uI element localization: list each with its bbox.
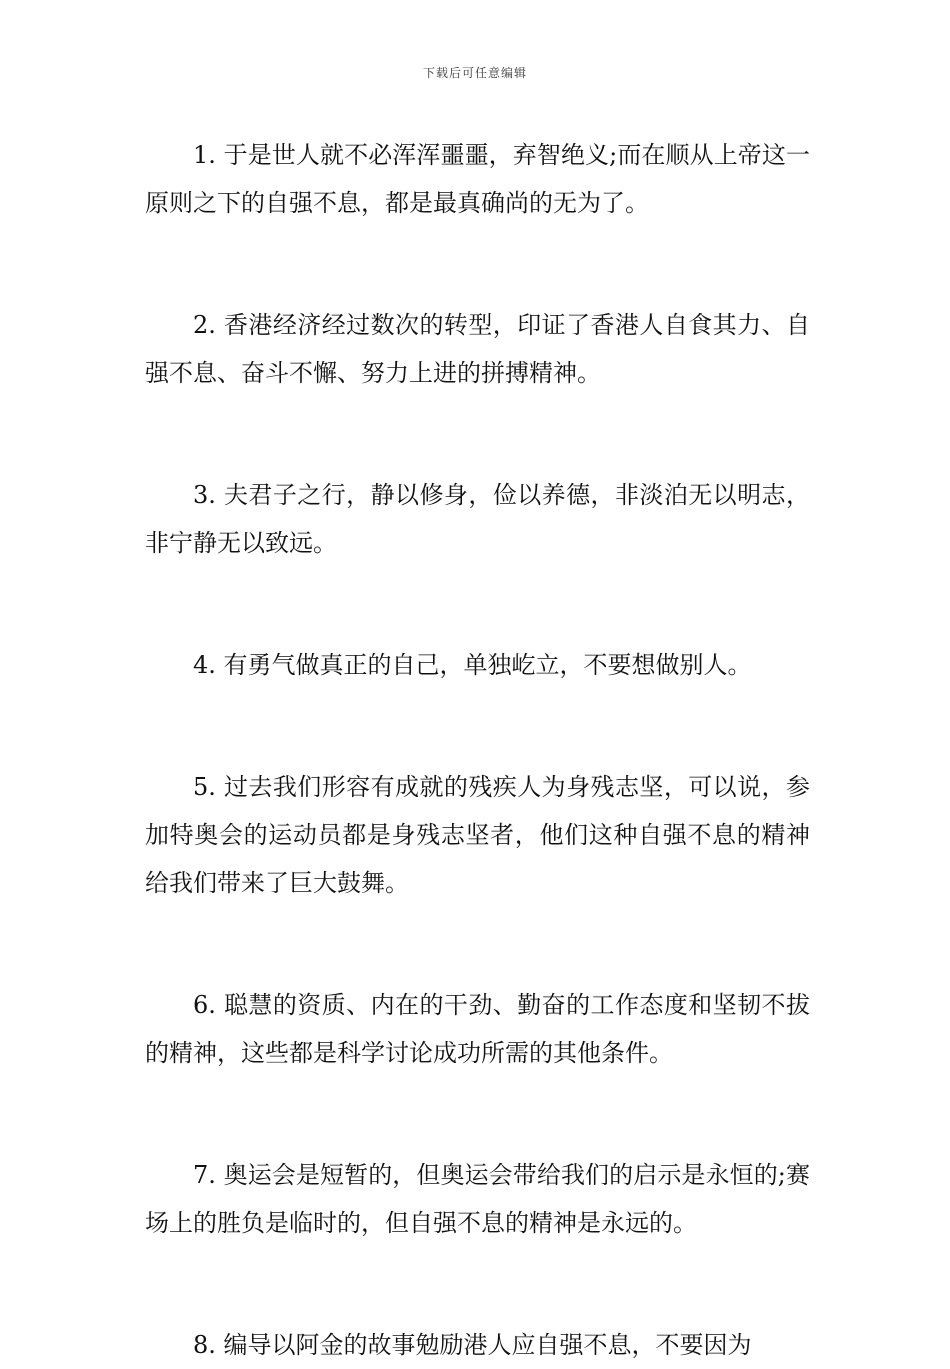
paragraph-8: 8. 编导以阿金的故事勉励港人应自强不息，不要因为 <box>193 1331 752 1359</box>
paragraph-3: 3. 夫君子之行，静以修身，俭以养德，非淡泊无以明志，非宁静无以致远。 <box>145 481 810 557</box>
paragraph-5: 5. 过去我们形容有成就的残疾人为身残志坚，可以说，参加特奥会的运动员都是身残志坚者，他们这种自强不息的精神给我们带来了巨大鼓舞。 <box>145 773 810 897</box>
header-note: 下载后可任意编辑 <box>422 66 527 80</box>
paragraph-7: 7. 奥运会是短暂的，但奥运会带给我们的启示是永恒的;赛场上的胜负是临时的，但自强不息的精神是永远的。 <box>145 1161 810 1237</box>
paragraph-4: 4. 有勇气做真正的自己，单独屹立，不要想做别人。 <box>193 651 752 679</box>
paragraph-6: 6. 聪慧的资质、内在的干劲、勤奋的工作态度和坚韧不拔的精神，这些都是科学讨论成功所需的其他条件。 <box>145 991 810 1067</box>
paragraph-2: 2. 香港经济经过数次的转型，印证了香港人自食其力、自强不息、奋斗不懈、努力上进的拼搏精神。 <box>145 311 810 387</box>
document-body <box>145 131 810 1369</box>
paragraph-1: 1. 于是世人就不必浑浑噩噩，弃智绝义;而在顺从上帝这一原则之下的自强不息，都是最真确尚的无为了。 <box>145 141 810 217</box>
